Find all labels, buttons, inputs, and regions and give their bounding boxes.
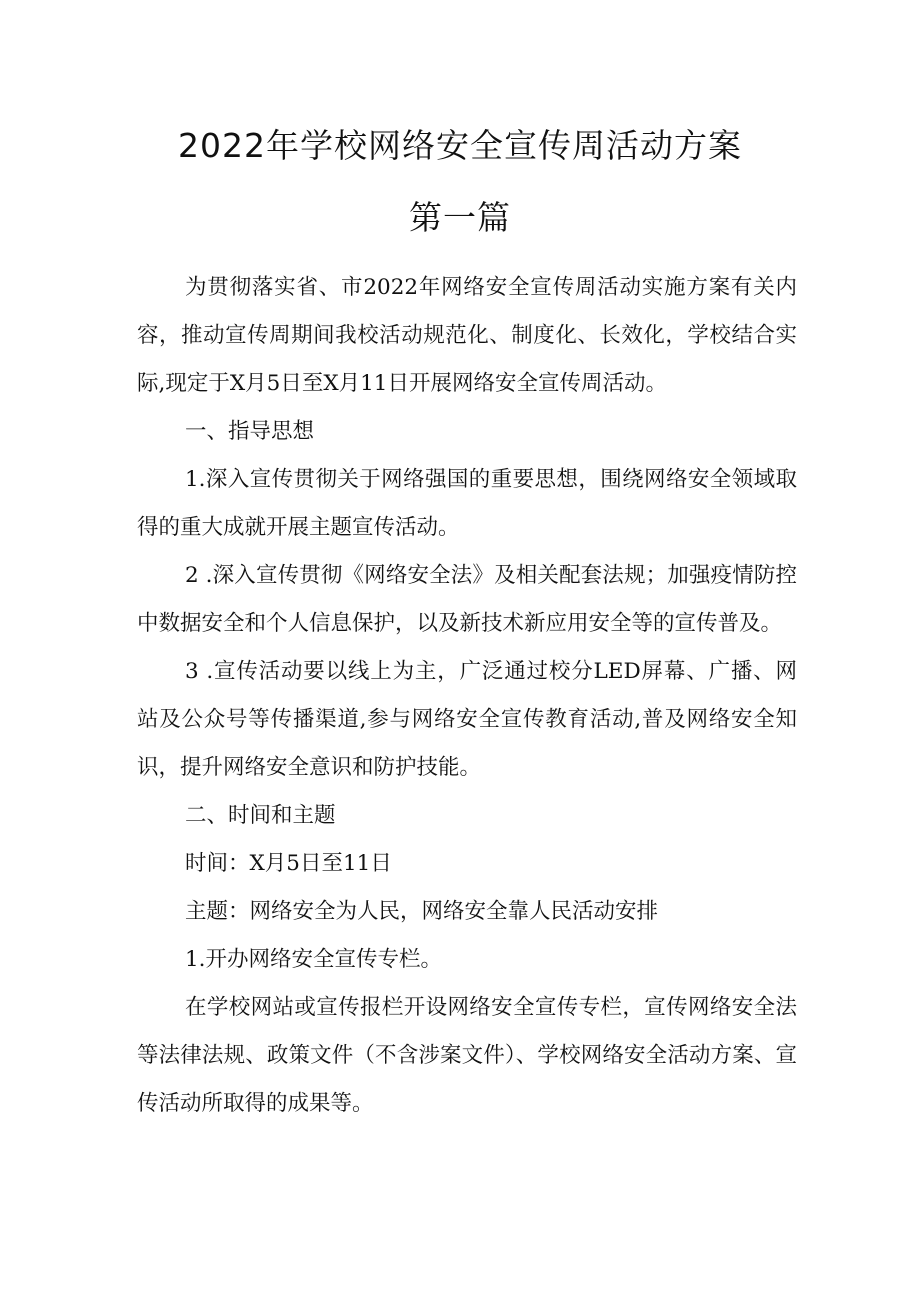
section-heading-guiding-ideology: 一、指导思想 [185, 419, 315, 444]
document-subtitle: 第一篇 [409, 198, 511, 237]
document-body [137, 264, 797, 1128]
theme-line: 主题：网络安全为人民，网络安全靠人民活动安排 [185, 899, 659, 924]
document-title: 2022年学校网络安全宣传周活动方案 [178, 126, 742, 165]
guiding-item-3: 3 .宣传活动要以线上为主，广泛通过校分LED屏幕、广播、网站及公众号等传播渠道,参与网络安全宣传教育活动,普及网络安全知识，提升网络安全意识和防护技能。 [137, 659, 797, 780]
section-heading-time-theme: 二、时间和主题 [185, 803, 336, 828]
guiding-item-2: 2 .深入宣传贯彻《网络安全法》及相关配套法规；加强疫情防控中数据安全和个人信息保护，以及新技术新应用安全等的宣传普及。 [137, 563, 797, 636]
time-line: 时间：X月5日至11日 [185, 851, 392, 876]
intro-paragraph: 为贯彻落实省、市2022年网络安全宣传周活动实施方案有关内容，推动宣传周期间我校活动规范化、制度化、长效化，学校结合实际,现定于X月5日至X月11日开展网络安全宣传周活动。 [137, 275, 797, 396]
activity-item-1: 1.开办网络安全宣传专栏。 [185, 947, 443, 972]
activity-item-1-detail: 在学校网站或宣传报栏开设网络安全宣传专栏，宣传网络安全法等法律法规、政策文件（不含涉案文件）、学校网络安全活动方案、宣传活动所取得的成果等。 [137, 995, 797, 1116]
guiding-item-1: 1.深入宣传贯彻关于网络强国的重要思想，围绕网络安全领域取得的重大成就开展主题宣传活动。 [137, 467, 797, 540]
